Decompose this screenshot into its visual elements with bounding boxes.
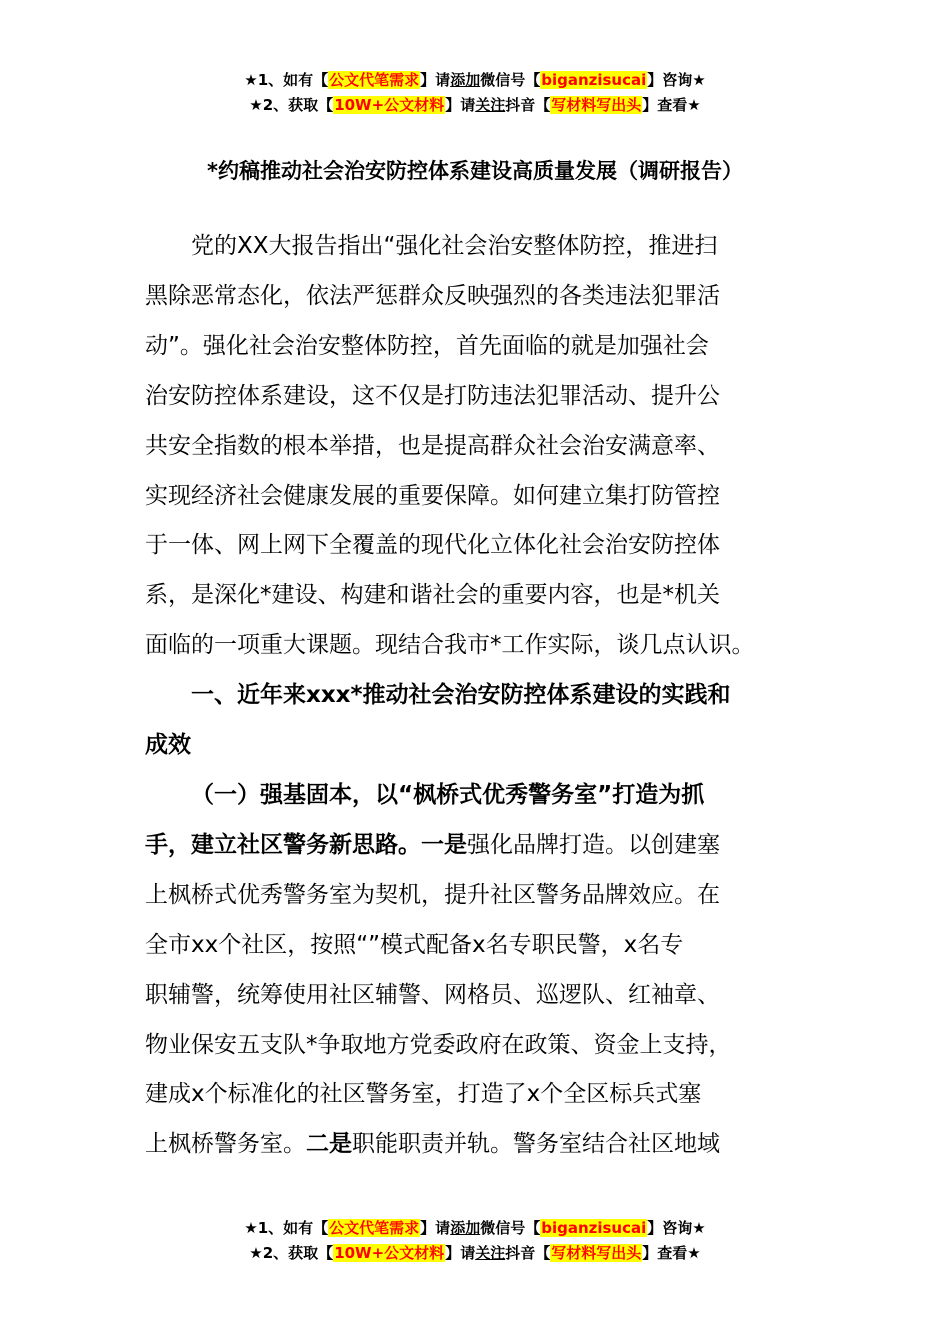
banner-text: 】咨询★ [647, 1219, 706, 1237]
paragraph-line: 职辅警，统筹使用社区辅警、网格员、巡逻队、红袖章、 [145, 981, 720, 1008]
paragraph-text: 职能职责并轨。警务室结合社区地域 [352, 1131, 720, 1158]
banner-text: 】请 [445, 1244, 476, 1262]
bottom-banner [0, 1216, 950, 1266]
top-banner [0, 68, 950, 118]
banner-highlight: biganzisucai [541, 71, 647, 89]
point-marker: 一是 [421, 831, 467, 858]
banner-highlight: 写材料写出头 [551, 96, 642, 114]
banner-line-2 [0, 1241, 950, 1266]
banner-text: 】请 [445, 96, 476, 114]
point-marker: 二是 [306, 1131, 352, 1158]
section-heading: 成效 [145, 732, 191, 759]
subsection-heading: （一）强基固本，以“枫桥式优秀警务室”打造为抓 [191, 781, 705, 808]
paragraph-line [145, 1120, 815, 1170]
banner-highlight: 公文代笔需求 [329, 1219, 420, 1237]
paragraph-line: 面临的一项重大课题。现结合我市*工作实际，谈几点认识。 [145, 632, 755, 659]
banner-text: 】请 [420, 71, 451, 89]
paragraph-text: 强化品牌打造。以创建塞 [467, 831, 720, 858]
subsection-heading: 手，建立社区警务新思路。 [145, 831, 421, 858]
banner-highlight: 写材料写出头 [551, 1244, 642, 1262]
paragraph-line: 于一体、网上网下全覆盖的现代化立体化社会治安防控体 [145, 532, 720, 559]
banner-line-2 [0, 93, 950, 118]
banner-text: 微信号【 [480, 71, 541, 89]
banner-highlight: 公文代笔需求 [329, 71, 420, 89]
banner-text: ★1、如有【 [244, 71, 329, 89]
banner-underline: 关注 [475, 96, 506, 114]
banner-text: ★1、如有【 [244, 1219, 329, 1237]
paragraph-line: 治安防控体系建设，这不仅是打防违法犯罪活动、提升公 [145, 382, 720, 409]
paragraph-line: 全市xx个社区，按照“”模式配备x名专职民警，x名专 [145, 931, 684, 958]
banner-text: 】查看★ [642, 1244, 701, 1262]
paragraph-line: 物业保安五支队*争取地方党委政府在政策、资金上支持， [145, 1031, 732, 1058]
banner-text: 】请 [420, 1219, 451, 1237]
paragraph-line: 共安全指数的根本举措，也是提高群众社会治安满意率、 [145, 432, 720, 459]
document-body [145, 222, 815, 1170]
banner-text: 】咨询★ [647, 71, 706, 89]
document-title: *约稿推动社会治安防控体系建设高质量发展（调研报告） [207, 159, 743, 183]
paragraph-text: 上枫桥警务室。 [145, 1131, 306, 1158]
banner-highlight: 10W+公文材料 [334, 1244, 445, 1262]
paragraph-line: 黑除恶常态化，依法严惩群众反映强烈的各类违法犯罪活 [145, 282, 720, 309]
banner-highlight: 10W+公文材料 [334, 96, 445, 114]
paragraph-line: 系，是深化*建设、构建和谐社会的重要内容，也是*机关 [145, 582, 720, 609]
banner-text: 微信号【 [480, 1219, 541, 1237]
paragraph-line: 动”。强化社会治安整体防控，首先面临的就是加强社会 [145, 332, 709, 359]
paragraph-line: 党的XX大报告指出“强化社会治安整体防控，推进扫 [191, 233, 718, 259]
banner-text: ★2、获取【 [249, 96, 334, 114]
banner-text: 抖音【 [505, 96, 551, 114]
banner-text: 抖音【 [505, 1244, 551, 1262]
banner-line-1 [0, 1216, 950, 1241]
section-heading: 一、近年来xxx*推动社会治安防控体系建设的实践和 [191, 682, 731, 709]
paragraph-line [145, 821, 815, 871]
paragraph-line: 实现经济社会健康发展的重要保障。如何建立集打防管控 [145, 482, 720, 509]
banner-underline: 关注 [475, 1244, 506, 1262]
banner-text: ★2、获取【 [249, 1244, 334, 1262]
paragraph-line: 上枫桥式优秀警务室为契机，提升社区警务品牌效应。在 [145, 881, 720, 908]
banner-underline: 添加 [450, 1219, 481, 1237]
banner-highlight: biganzisucai [541, 1219, 647, 1237]
banner-text: 】查看★ [642, 96, 701, 114]
banner-line-1 [0, 68, 950, 93]
paragraph-line: 建成x个标准化的社区警务室，打造了x个全区标兵式塞 [145, 1081, 702, 1108]
banner-underline: 添加 [450, 71, 481, 89]
